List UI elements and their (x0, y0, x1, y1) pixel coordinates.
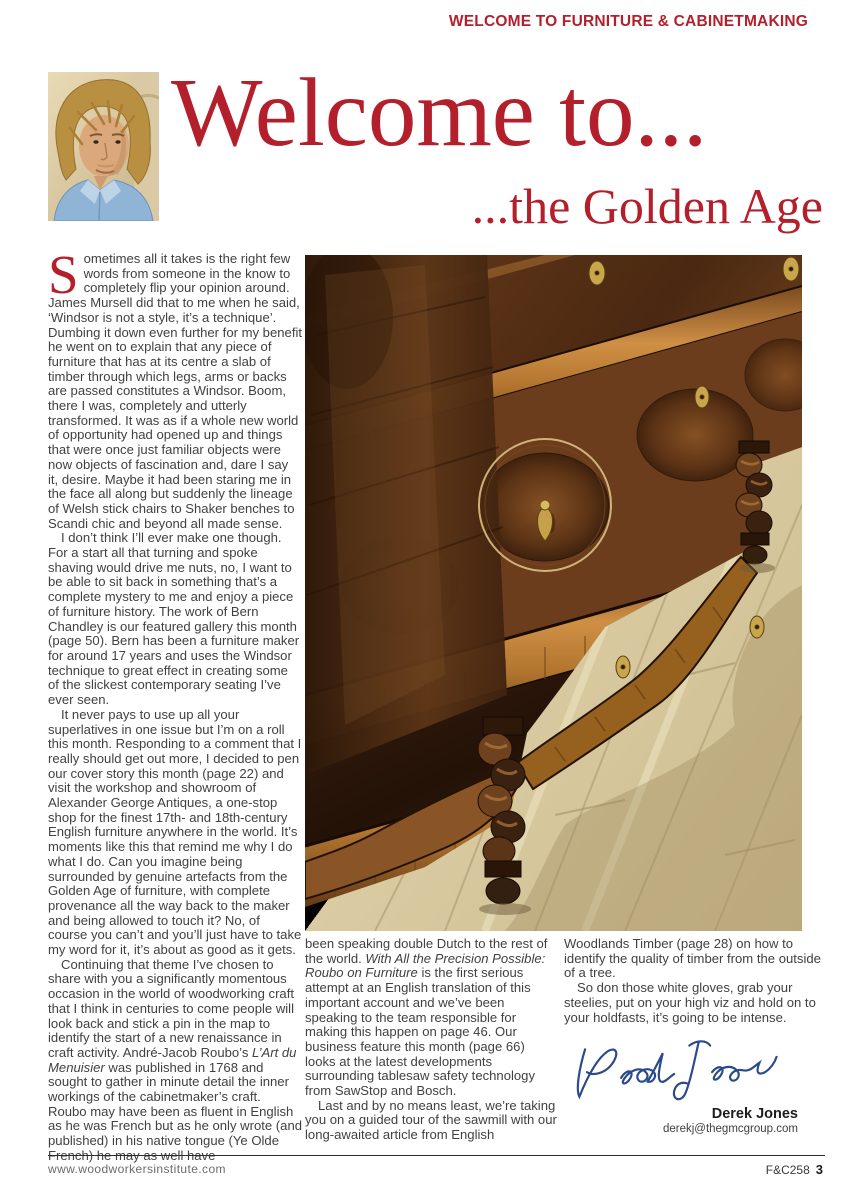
paragraph: It never pays to use up all your superlatives in one issue but I’m on a roll this month. Responding to a comment that I really should get out more, I decided to pen our cover story this month (page 22) and visit the workshop and showroom of Alexander George Antiques, a one-stop shop for the finest 17th- and 18th-century English furniture anywhere in the world. It’s moments like this that remind me why I do what I do. Can you imagine being surrounded by genuine artefacts from the Golden Age of furniture, with complete provenance all the way back to the maker and being allowed to touch it? No, of course you can’t and you’ll just have to take my word for it, it’s about as good as it gets. (48, 706, 302, 958)
footer-website: www.woodworkersinstitute.com (48, 1162, 226, 1176)
footer-divider (48, 1155, 825, 1156)
drop-cap: S (48, 244, 79, 305)
editor-headshot (48, 72, 159, 221)
paragraph: Continuing that theme I’ve chosen to share with you a significantly momentous occasion in the world of woodworking craft that I think in centuries to come people will look back and stick a pin in the map to identify the start of a new renaissance in craft activity. André-Jacob Roubo’s L’Art du Menuisier was published in 1768 and sought to gather in minute detail the inner workings of the cabinetmaker’s craft. Roubo may have been as fluent in English as he was French but as he only wrote (and published) in his native tongue (Ye Olde French) he may as well have (48, 956, 303, 1163)
article-column-3 (564, 937, 826, 1135)
article-column-2 (305, 937, 558, 1143)
paragraph: So don those white gloves, grab your steelies, put on your high viz and hold on to your holdfasts, it’s going to be intense. (564, 980, 816, 1025)
furniture-photo (305, 255, 802, 931)
editor-headshot-image (48, 72, 159, 221)
book-title: With All the Precision Possible: Roubo on Furniture (305, 950, 546, 981)
paragraph: Woodlands Timber (page 28) on how to identify the quality of timber from the outside of a tree. (564, 936, 821, 981)
issue-code: F&C258 (765, 1163, 810, 1177)
page-title: Welcome to... (171, 59, 708, 166)
paragraph: Last and by no means least, we’re taking you on a guided tour of the sawmill with our long-awaited article from English (305, 1097, 557, 1143)
page-subtitle: ...the Golden Age (471, 178, 823, 234)
handwritten-signature (568, 1033, 786, 1115)
footer-folio (766, 1162, 823, 1177)
book-title: L’Art du Menuisier (48, 1044, 297, 1075)
paragraph: Sometimes all it takes is the right few words from someone in the know to completely flip your opinion around. James Mursell did that to me when he said, ‘Windsor is not a style, it’s a technique’. Dumbing it down even further for my benefit he went on to explain that any piece of furniture that has at its centre a slab of timber through which legs, arms or backs are passed constitutes a Windsor. Boom, there I was, completely and utterly transformed. It was as if a whole new world of opportunity had opened up and things that were once just familiar objects were now objects of fascination and, dare I say it, desire. Maybe it had been staring me in the face all along but suddenly the lineage of Welsh stick chairs to Shaker benches to Scandi chic and beyond all made sense. (48, 244, 302, 531)
page-number: 3 (815, 1162, 823, 1177)
editor-name: Derek Jones (711, 1106, 798, 1123)
masthead: WELCOME TO FURNITURE & CABINETMAKING (448, 13, 808, 30)
editor-face (56, 80, 150, 190)
editor-email: derekj@thegmcgroup.com (662, 1123, 798, 1136)
article-column-1 (48, 244, 303, 1164)
paragraph: I don’t think I’ll ever make one though. For a start all that turning and spoke shaving would drive me nuts, no, I want to be able to sit back in something that’s a complete mystery to me and enjoy a piece of furniture history. The work of Bern Chandley is our featured gallery this month (page 50). Bern has been a furniture maker for around 17 years and uses the Windsor technique to great effect in creating some of the slickest contemporary seating I’ve ever seen. (48, 530, 300, 708)
antique-chest-photo (305, 255, 802, 931)
signature-block (564, 1031, 826, 1135)
paragraph: been speaking double Dutch to the rest of the world. With All the Precision Possible: Roubo on Furniture is the first serious attempt at an English translation of this important account and we’ve been speaking to the team responsible for making this happen on page 46. Our business feature this month (page 66) looks at the latest developments surrounding tablesaw safety technology from SawStop and Bosch. (305, 936, 548, 1099)
